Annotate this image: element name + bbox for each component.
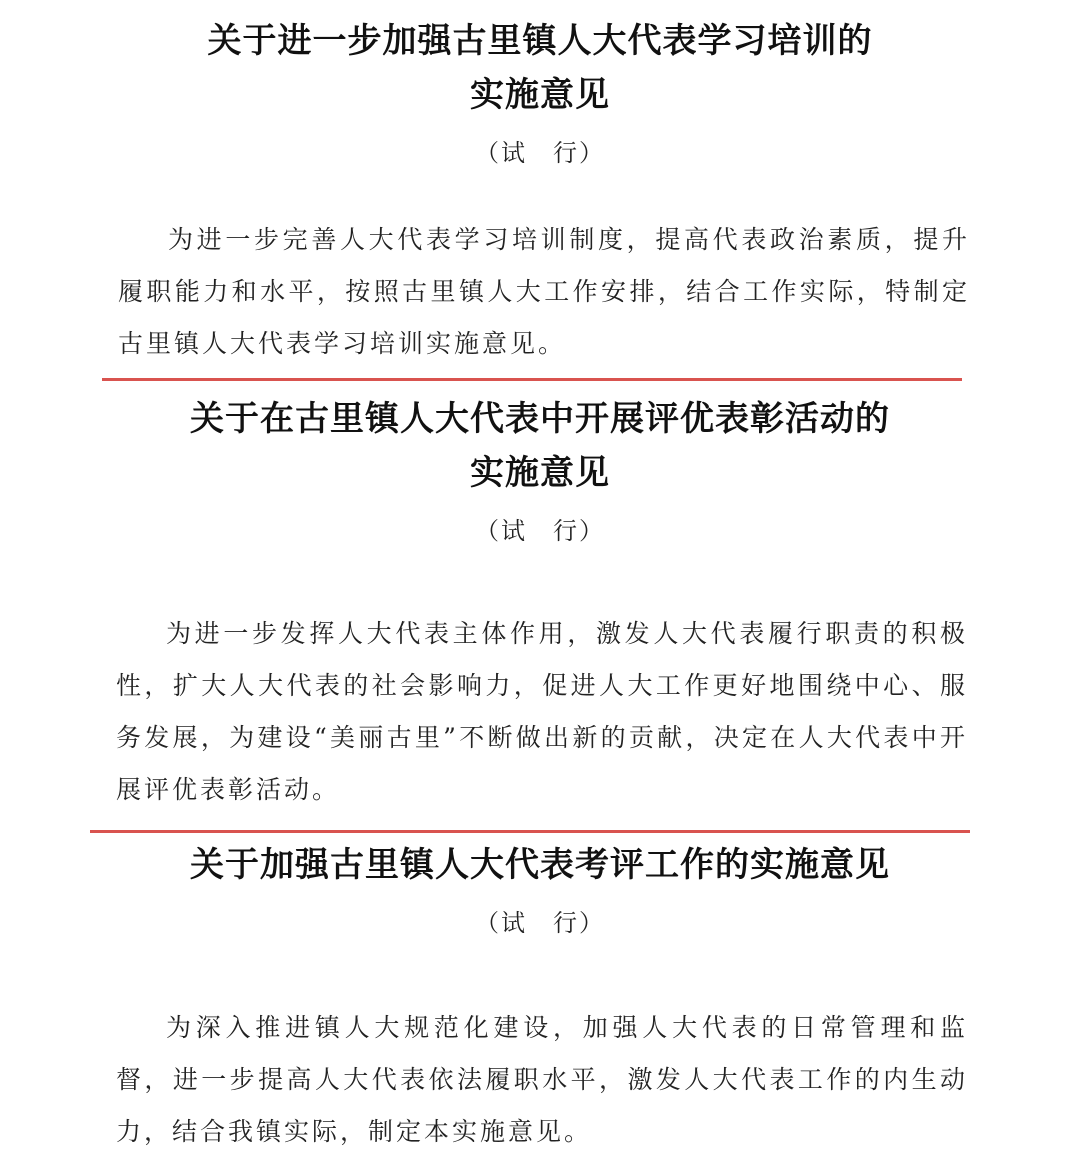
section-1-subtitle: （试 行） bbox=[475, 139, 605, 167]
section-3-subtitle: （试 行） bbox=[475, 909, 605, 937]
section-2-title-line-1: 关于在古里镇人大代表中开展评优表彰活动的 bbox=[190, 399, 890, 439]
section-1-title-line-2: 实施意见 bbox=[470, 75, 610, 115]
section-2-subtitle: （试 行） bbox=[475, 517, 605, 545]
section-1-title-line-1: 关于进一步加强古里镇人大代表学习培训的 bbox=[207, 21, 873, 61]
document-section-3 bbox=[0, 838, 1080, 940]
section-2-body: 为进一步发挥人大代表主体作用，激发人大代表履行职责的积极性，扩大人大代表的社会影响力，促进人大工作更好地围绕中心、服务发展，为建设“美丽古里”不断做出新的贡献，决定在人大代表中开展评优表彰活动。 bbox=[116, 619, 968, 804]
section-3-title: 关于加强古里镇人大代表考评工作的实施意见 bbox=[190, 845, 890, 885]
section-divider-1 bbox=[102, 378, 962, 381]
document-section-2 bbox=[0, 392, 1080, 548]
section-2-title-line-2: 实施意见 bbox=[470, 453, 610, 493]
document-section-1 bbox=[0, 14, 1080, 170]
section-3-body: 为深入推进镇人大规范化建设，加强人大代表的日常管理和监督，进一步提高人大代表依法履职水平，激发人大代表工作的内生动力，结合我镇实际，制定本实施意见。 bbox=[116, 1013, 968, 1146]
section-divider-2 bbox=[90, 830, 970, 833]
section-1-body: 为进一步完善人大代表学习培训制度，提高代表政治素质，提升履职能力和水平，按照古里镇人大工作安排，结合工作实际，特制定古里镇人大代表学习培训实施意见。 bbox=[118, 225, 970, 358]
